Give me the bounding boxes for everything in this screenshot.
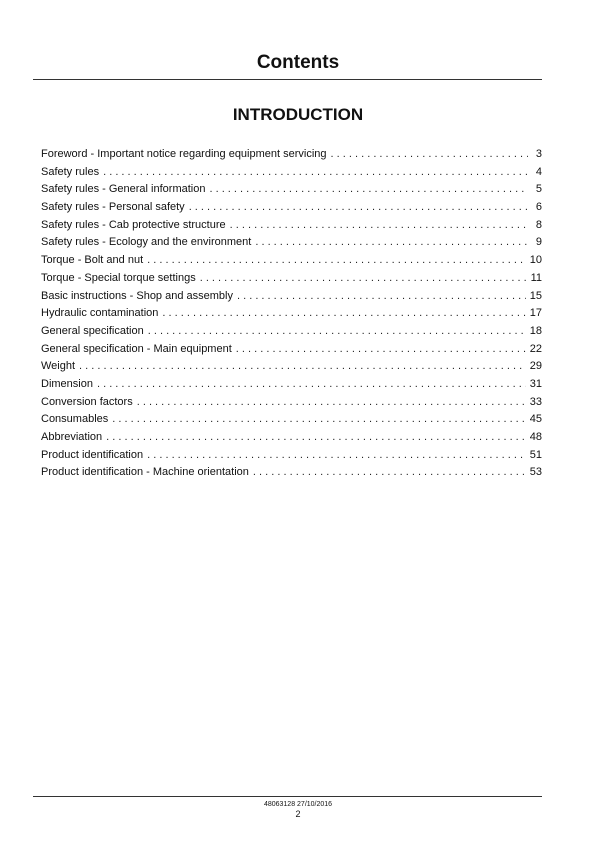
toc-entry-page: 9 (535, 236, 542, 249)
toc-dot-leader (148, 323, 526, 341)
toc-entry-title: Product identification (41, 448, 144, 461)
toc-dot-leader (162, 305, 525, 323)
toc-entry-title: Conversion factors (41, 395, 133, 408)
toc-entry-title: Foreword - Important notice regarding equipment servicing (41, 148, 327, 160)
toc-dot-leader (331, 146, 528, 164)
toc-dot-leader (106, 429, 526, 447)
toc-entry-page: 17 (529, 307, 542, 320)
toc-entry[interactable] (41, 341, 542, 359)
toc-entry-page: 45 (529, 413, 542, 426)
toc-entry-title: General specification - Main equipment (41, 342, 232, 355)
toc-entry[interactable] (41, 323, 542, 341)
toc-entry[interactable] (41, 164, 542, 182)
toc-dot-leader (236, 341, 526, 359)
toc-entry-page: 22 (529, 342, 542, 355)
toc-entry-title: Torque - Bolt and nut (41, 254, 144, 267)
toc-entry-title: General specification (41, 324, 144, 337)
table-of-contents (41, 146, 542, 482)
toc-entry-title: Safety rules - Personal safety (41, 201, 185, 214)
toc-entry[interactable] (41, 217, 542, 235)
toc-dot-leader (137, 394, 526, 412)
toc-entry-title: Product identification - Machine orientation (41, 466, 249, 479)
toc-entry-title: Abbreviation (41, 431, 103, 443)
toc-entry[interactable] (41, 447, 542, 465)
toc-entry-title: Torque - Special torque settings (41, 271, 196, 284)
toc-entry-page: 3 (535, 148, 542, 160)
toc-entry-page: 29 (529, 360, 542, 373)
toc-entry-title: Safety rules - Ecology and the environment (41, 236, 252, 249)
toc-dot-leader (112, 411, 525, 429)
toc-entry[interactable] (41, 376, 542, 394)
toc-dot-leader (79, 358, 526, 376)
page-number: 2 (295, 809, 301, 819)
toc-entry-page: 53 (529, 466, 542, 479)
toc-entry-page: 31 (529, 377, 542, 390)
toc-entry[interactable] (41, 411, 542, 429)
toc-entry-page: 5 (535, 183, 542, 196)
title-divider (33, 79, 542, 80)
toc-dot-leader (147, 252, 526, 270)
toc-entry[interactable] (41, 394, 542, 412)
toc-dot-leader (255, 234, 528, 252)
toc-entry[interactable] (41, 270, 542, 288)
toc-entry-page: 48 (529, 431, 542, 443)
toc-dot-leader (103, 164, 528, 182)
toc-entry[interactable] (41, 199, 542, 217)
toc-entry-page: 51 (529, 448, 542, 461)
toc-entry-page: 4 (535, 165, 542, 178)
toc-dot-leader (97, 376, 526, 394)
toc-entry-page: 10 (529, 254, 542, 267)
toc-entry-page: 11 (530, 271, 542, 284)
toc-entry-page: 33 (529, 395, 542, 408)
toc-entry[interactable] (41, 358, 542, 376)
toc-entry[interactable] (41, 181, 542, 199)
toc-entry[interactable] (41, 234, 542, 252)
toc-entry-title: Weight (41, 360, 76, 373)
toc-dot-leader (189, 199, 528, 217)
toc-entry[interactable] (41, 146, 542, 164)
toc-entry-title: Basic instructions - Shop and assembly (41, 289, 233, 302)
toc-dot-leader (237, 288, 526, 306)
toc-entry-title: Consumables (41, 413, 109, 426)
toc-entry[interactable] (41, 288, 542, 306)
toc-entry-page: 6 (535, 201, 542, 214)
toc-dot-leader (209, 181, 528, 199)
toc-dot-leader (230, 217, 528, 235)
toc-entry-page: 8 (535, 218, 542, 231)
toc-entry[interactable] (41, 429, 542, 447)
footer-divider (33, 796, 542, 797)
toc-entry-title: Hydraulic contamination (41, 307, 159, 320)
toc-entry-page: 18 (529, 324, 542, 337)
document-reference: 48063128 27/10/2016 (263, 801, 333, 808)
toc-entry-page: 15 (529, 289, 542, 302)
toc-entry-title: Safety rules (41, 165, 100, 178)
toc-dot-leader (253, 464, 526, 482)
page-title: Contents (256, 52, 340, 73)
toc-dot-leader (147, 447, 526, 465)
toc-entry[interactable] (41, 252, 542, 270)
toc-entry[interactable] (41, 464, 542, 482)
toc-entry-title: Dimension (41, 377, 93, 390)
toc-dot-leader (200, 270, 527, 288)
toc-entry-title: Safety rules - Cab protective structure (41, 218, 226, 231)
section-title: INTRODUCTION (232, 105, 364, 124)
toc-entry[interactable] (41, 305, 542, 323)
toc-entry-title: Safety rules - General information (41, 183, 206, 196)
